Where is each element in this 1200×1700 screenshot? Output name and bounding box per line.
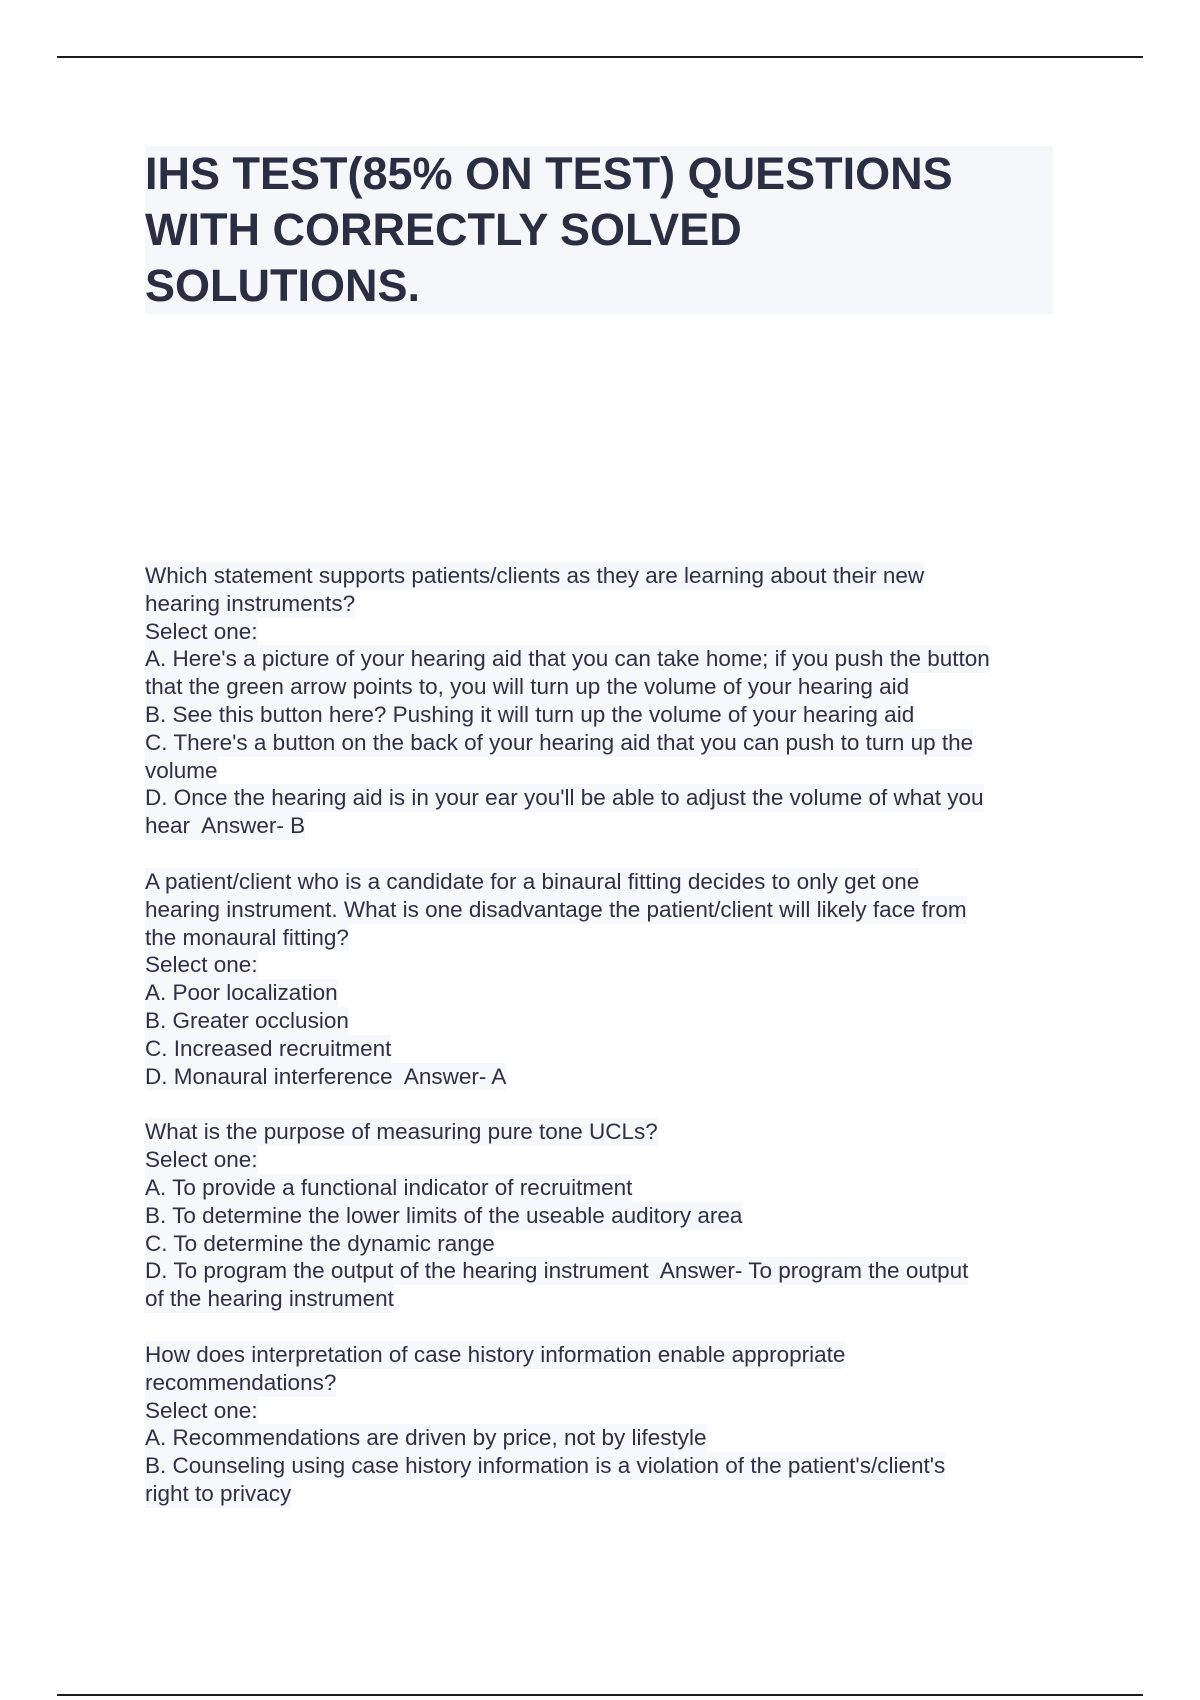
top-rule (57, 56, 1143, 58)
select-prompt: Select one: (145, 618, 258, 644)
answer-line: D. Monaural interference Answer- A (145, 1063, 507, 1089)
answer-line: of the hearing instrument (145, 1286, 394, 1312)
option-b: B. Greater occlusion (145, 1007, 349, 1033)
question-list (145, 562, 1065, 1536)
select-prompt: Select one: (145, 1147, 258, 1173)
option-c: volume (145, 757, 218, 783)
option-c: C. Increased recruitment (145, 1035, 392, 1061)
option-b: B. Counseling using case history information is a violation of the patient's/client's (145, 1453, 946, 1479)
select-prompt: Select one: (145, 952, 258, 978)
option-d: D. Once the hearing aid is in your ear you'll be able to adjust the volume of what you (145, 785, 984, 811)
option-a: A. Recommendations are driven by price, not by lifestyle (145, 1425, 707, 1451)
question-text: recommendations? (145, 1369, 337, 1395)
select-prompt: Select one: (145, 1397, 258, 1423)
title-block (145, 146, 1053, 314)
question-text: A patient/client who is a candidate for a binaural fitting decides to only get one (145, 868, 920, 894)
question-1 (145, 562, 1065, 840)
page-title: IHS TEST(85% ON TEST) QUESTIONS WITH CORRECTLY SOLVED SOLUTIONS. (145, 148, 953, 311)
question-text: the monaural fitting? (145, 924, 349, 950)
option-a: A. Poor localization (145, 980, 338, 1006)
answer-line: D. To program the output of the hearing instrument Answer- To program the output (145, 1258, 969, 1284)
option-b: right to privacy (145, 1480, 292, 1506)
option-a: A. To provide a functional indicator of recruitment (145, 1174, 633, 1200)
question-text: Which statement supports patients/clients as they are learning about their new (145, 563, 925, 588)
option-b: B. To determine the lower limits of the useable auditory area (145, 1202, 743, 1228)
option-b: B. See this button here? Pushing it will turn up the volume of your hearing aid (145, 701, 915, 727)
option-a: that the green arrow points to, you will turn up the volume of your hearing aid (145, 674, 910, 700)
question-4 (145, 1341, 1065, 1508)
question-text: hearing instruments? (145, 590, 356, 616)
question-3 (145, 1118, 1065, 1313)
bottom-rule (57, 1694, 1143, 1696)
question-2 (145, 868, 1065, 1090)
option-c: C. There's a button on the back of your hearing aid that you can push to turn up the (145, 729, 974, 755)
option-a: A. Here's a picture of your hearing aid that you can take home; if you push the button (145, 646, 990, 672)
option-c: C. To determine the dynamic range (145, 1230, 495, 1256)
question-text: How does interpretation of case history information enable appropriate (145, 1341, 846, 1367)
question-text: What is the purpose of measuring pure tone UCLs? (145, 1119, 658, 1145)
answer-line: hear Answer- B (145, 813, 306, 839)
question-text: hearing instrument. What is one disadvantage the patient/client will likely face from (145, 896, 967, 922)
